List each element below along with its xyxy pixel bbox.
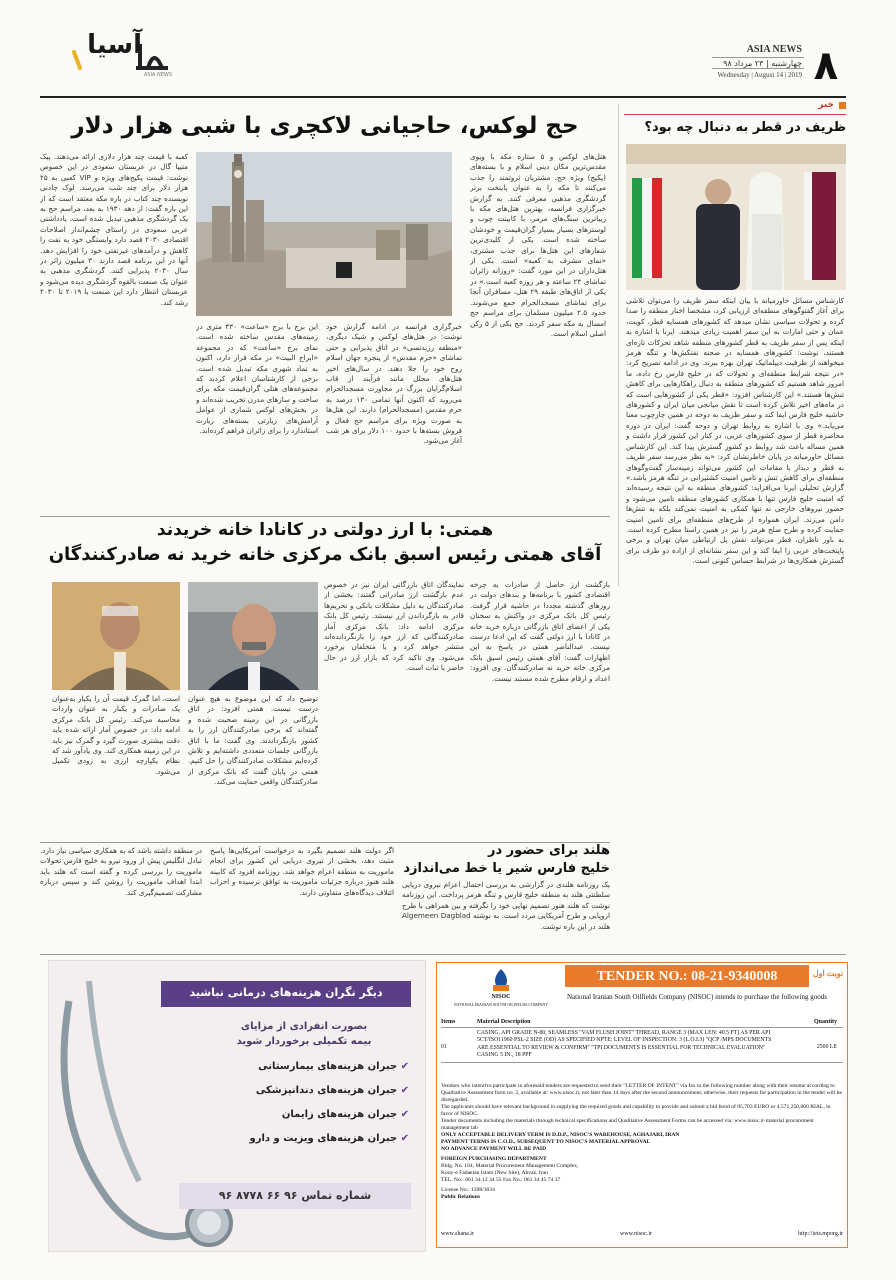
masthead: [0, 0, 896, 98]
ad-subtitle: بصورت انفرادی از مزایای بیمه تکمیلی برخوردار شوید: [236, 1021, 372, 1047]
item-number: 01: [441, 1044, 447, 1050]
logo: [62, 30, 186, 80]
tender-badge: نوبت اول: [812, 969, 844, 978]
trader-photo: [52, 582, 180, 690]
tender-logo: [441, 967, 561, 1013]
lead-title: حج لوکس، حاجیانی لاکچری با شبی هزار دلار: [71, 113, 579, 139]
link-shana[interactable]: www.shana.ir: [441, 1231, 474, 1237]
lead-col1: هتل‌های لوکس و ۵ ستاره مکه با ویوی مقدس‌ترین مکان دینی اسلام و با بسته‌های (پکیج) ویژه حج، مشتریان ثروتمند را جذب می‌کنند تا مکه را به عنوان پایتخت برتر گردشگری مذهبی معرفی کنند. به گزارش خبرگزاری فرانسه، بهترین هتل‌های مکه با زیباترین سنگ‌های مرمر، با کابینت چوب و لوسترهای بسیار بسیار گران‌قیمت و خودشان ساخته شده است. یکی از کلیدی‌ترین شعارهای این هتل‌ها برای جذب مشتری، «نمای مشرف به کعبه» است. یکی از هتل‌داران در این مورد گفت: «روزانه زائران تماشای ۲۴ ساعته و هر روزه کعبه است.» در یکی از اتاق‌های طبقه ۲۹ هتل، مسافران آنجا برای تماشای مسجدالحرام جمع می‌شوند. حدود ۲.۵ میلیون مسلمان برای مراسم حج امسال به مکه سفر کردند. حج یکی از ۵ رکن اصلی اسلام است.: [470, 152, 606, 338]
logo-accent-icon: [70, 48, 88, 70]
gulf-col2: اگر دولت هلند تصمیم بگیرد به درخواست آمریکایی‌ها پاسخ مثبت دهد، بخشی از نیروی دریایی این کشور برای انجام ماموریت به منطقه اعزام خواهد شد. روزنامه افزود که کابینه هلند هنوز درباره جزئیات ماموریت به توافق نرسیده و احزاب ائتلاف دیدگاه‌های متفاوتی دارند.: [210, 846, 394, 897]
link-nisoc[interactable]: www.nisoc.ir: [620, 1231, 652, 1237]
public-relations: Public Relations: [441, 1194, 481, 1200]
tender-note: The applicants should have relevant background in supplying the required goods and capability to provide and submit a bid bond of 95,703 EURO or 4,571,250,000 RIAL, in favor of NISOC.: [441, 1104, 831, 1117]
ad-title: دیگر نگران هزینه‌های درمانی نباشید: [189, 986, 383, 999]
tender-logo-label: NISOC: [491, 994, 511, 1000]
address-line: FOREIGN PURCHASING DEPARTMENT: [441, 1156, 547, 1162]
date-en: Wednesday | August 14 | 2019: [717, 71, 802, 79]
address-line: TEL. No.: 061 34 12 34 55 Fax No.: 061 34 45 74 37: [441, 1177, 561, 1183]
item-description: CASING, API GRADE N-80, SEAMLESS "VAM FLUSH JOINT" THREAD, RANGE 3 (MAX LEN: 40.5 FT) AS PER API 5CT/ISO11960 PSL-2 SIZE (OD) AS SPECIFIED NPTE: LEVEL OF INSPECTION: 3 (L.O.I.3) "QCP /MPS DOCUMENTS ARE ESSENTIAL TO REVIEW & CONFIRM" "TPI DOCUMENTS IS ESSENTIAL FOR TECHNICAL EVALUATION" CASING 5 IN., 18 PPF: [477, 1030, 772, 1059]
ad-bullet: ✔ جبران هزینه‌های بیمارستانی: [258, 1061, 409, 1072]
item-quantity: 2500 LE: [816, 1044, 837, 1050]
ad-bullets: [219, 1061, 409, 1157]
tender-bold-note: PAYMENT TERMS IS C.O.D., SUBSEQUENT TO NISOC'S MATERIAL APPROVAL: [441, 1139, 651, 1145]
gulf-col3: در منطقه داشته باشد که به همکاری سیاسی نیاز دارد. تبادل انگلیس پیش از ورود نیرو به خلیج فارس تحولات ماموریت را بررسی کرده و گفته است که هلند باید ابتدا اهداف ماموریت را روشن کند و سپس درباره مشارکت تصمیم‌گیری کند.: [40, 846, 202, 897]
tender-note: Tender documents including the materials through technical specifications and Qualitative Assessment Forms can be accessed via: www.nisoc.ir-material procurement management tab: [441, 1118, 814, 1131]
gulf-title-line1: هلند برای حضور در: [487, 843, 610, 858]
logo-text: آسیا: [87, 30, 142, 60]
gulf-col1: یک روزنامه هلندی در گزارشی به بررسی احتمال اعزام نیروی دریایی سلطنتی هلند به منطقه خلیج فارس و تنگه هرمز پرداخت. این روزنامه نوشت که هلند هنوز تصمیم نهایی خود را نگرفته و بین همراهی با طرح اروپایی و طرح آمریکایی مردد است. به نوشته Algemeen Dagblad هلند در این باره نوشت.: [402, 880, 610, 931]
sidebar-body: کارشناس مسائل خاورمیانه با بیان اینکه سفر ظریف را می‌توان تلاشی برای آغاز گفتوگوهای منطقه‌ای ارزیابی کرد، مشخصا اخبار منطقه را صدا کرده و تحولات سیاسی نشان میدهد که کشورهای همسایه قطر، کویت، عمان و حتی امارات به این سفر اهمیت زیادی میدهند. ایرنا با اشاره به اینکه پس از سفر ظریف به قطر کشورهای منطقه شاهد تحرکات تازه‌ای هستند، نوشت: کشورهای همسایه در صحنه نفتکش‌ها و تنگه هرمز میخواهند از ظرفیت دیپلماتیک تهران بهره ببرند. وی در ادامه تصریح کرد: «در نتیجه شرایط منطقه‌ای و تحولات که در خلیج فارس رخ داده، ما امروز شاهد هستیم که کشورهای منطقه به دنبال راهکارهایی برای کاهش تنش‌ها هستند.» این کارشناس افزود: «قطر یکی از کشورهایی است که در ماه‌های اخیر تلاش کرده است تا نقش میانجی میان ایران و کشورهای حاشیه خلیج فارس ایفا کند و سفر ظریف به دوحه در همین چارچوب معنا می‌یابد.» وی با اشاره به روابط تهران و دوحه گفت: ایران در دوره محاصره قطر از سوی کشورهای عربی، در کنار این کشور قرار داشت و همین مساله باعث شد روابط دو کشور گسترش پیدا کند. این کارشناس مسائل خاورمیانه در پایان خاطرنشان کرد: «به نظر می‌رسد سفر ظریف به قطر و دیدار با مقامات این کشور می‌تواند زمینه‌ساز گفت‌وگوهای منطقه‌ای برای کاهش تنش و تامین امنیت کشتیرانی در تنگه هرمز باشد.» گزارش تحلیلی ایرنا می‌افزاید: کشورهای منطقه به این نتیجه رسیده‌اند که امنیت خلیج فارس تنها با همکاری کشورهای منطقه تامین می‌شود و حضور نیروهای خارجی نه تنها کمکی به امنیت نمی‌کند بلکه به تنش‌ها دامن می‌زند. ایران همواره از طرح‌های منطقه‌ای برای تامین امنیت حمایت کرده و طرح صلح هرمز را نیز در همین راستا مطرح کرده است. به باور ناظران، قطر می‌تواند نقش پل ارتباطی میان تهران و برخی پایتخت‌های عربی را ایفا کند و این سفر نشانه‌ای از اراده دو طرف برای گسترش همکاری‌ها در شرایط حساس کنونی است.: [626, 296, 844, 566]
section-tag-square: [839, 102, 846, 109]
table-row: [441, 1028, 843, 1063]
tender-bold-note: ONLY ACCEPTABLE DELIVERY TERM IS D.D.P., NISOC'S WAREHOUSE, AGHAJARI, IRAN: [441, 1132, 680, 1138]
edition-label: ASIA NEWS: [746, 44, 802, 55]
tender-title: TENDER NO.: 08-21-9340008: [596, 969, 778, 984]
tender-logo-caption: NATIONAL IRANIAN SOUTH OILFIELDS COMPANY: [453, 1002, 549, 1007]
ad-bullet: ✔ جبران هزینه‌های زایمان: [281, 1109, 409, 1120]
tender-bold-note: NO ADVANCE PAYMENT WILL BE PAID: [441, 1146, 547, 1152]
hemmati-col4: است، اما گمرک قیمت آن را یکبار به‌عنوان یک صادرات و یکبار به عنوان واردات محاسبه می‌کند. رئیس کل بانک مرکزی ادامه داد: در خصوص آمار ارائه شده باید دقت بیشتری صورت گیرد و گمرک نیز باید در این زمینه همکاری کند. وی یادآور شد که نظام یکپارچه ارزی به زودی تکمیل می‌شود.: [52, 694, 180, 776]
tender-intro: National Iranian South Oilfields Company (NISOC) intends to purchase the following goods: [567, 993, 827, 1001]
lead-col4: کعبه با قیمت چند هزار دلاری ارائه می‌دهند. پیک متیپا گال در عربستان سعودی در این خصوص نوشت: قیمت پکیج‌های ویژه و VIP کعبی به ۲۵ هزار دلار برای چند شب می‌رسد. لوک چادنی نویسنده چند کتاب در باره مکه معتقد است که از این باره گفت: از دهه ۱۹۳۰ به بعد، مراسم حج به یک گردشگری مذهبی تبدیل شده است. یادداشتی عربی سعودی در راستای چشم‌انداز اصلاحات اقتصادی ۲۰۳۰ قصد دارد وابستگی خود به نفت را کاهش و درآمدهای غیرنفتی خود را افزایش دهد. آنها در این برنامه قصد دارند ۳۰ میلیون زائر در سال ۲۰۳۰ پذیرایی کنند. گردشگری مذهبی به عنوان یک صنعت بالقوه گردشگری دیده می‌شود و عربستان انتظار دارد این صنعت با ۲۰۱۹ تا ۲۰۳۰ رشد کند.: [40, 152, 188, 307]
ad-bullet: ✔ جبران هزینه‌های دندانپزشکی: [255, 1085, 409, 1096]
hemmati-title: آقای همتی رئیس اسبق بانک مرکزی خانه خرید نه صادرکنندگان: [48, 544, 602, 565]
license-number: License No.: 1398/3034: [441, 1187, 495, 1193]
page-number: ۸: [813, 43, 839, 89]
section-tag: [800, 100, 846, 112]
tender-ad: [436, 962, 848, 1248]
logo-subtitle: ASIA NEWS: [143, 72, 173, 78]
tender-links: [441, 1231, 843, 1237]
gulf-title-line2: خلیج فارس شیر یا خط می‌اندازد: [403, 861, 610, 876]
address-line: Bldg. No. 104, Material Procurement Management Complex,: [441, 1163, 579, 1169]
nisoc-logo-icon: [487, 967, 515, 993]
mecca-photo: [196, 152, 452, 316]
hemmati-col2: نمایندگان اتاق بازرگانی ایران نیز در خصوص عدم بازگشت ارز صادراتی گفتند: بخشی از صادرکنندگان به دلیل مشکلات بانکی و تحریم‌ها قادر به بازگرداندن ارز نیستند. رئیس کل بانک مرکزی ادامه داد: بانک مرکزی آمار صادرکنندگانی که ارز خود را بازنگردانده‌اند منتشر خواهد کرد و با متخلفان برخورد می‌شود. وی تاکید کرد که بازار ارز در حال حاضر با ثبات است.: [324, 580, 464, 673]
section-tag-label: خبر: [818, 100, 834, 110]
lead-col3: این برج با برج «ساعت» ۴۳۰ متری در زمینه‌های مقدس ساخته شده است. نمای برج «ساعت» که در مجموعه «ابراج البیت» در مکه قرار دارد، اکنون به نماد شهری مکه تبدیل شده است. برخی از کارشناسان اعلام کردند که مجموعه‌های هتلی گران‌قیمت مکه برای ساخت و سازهای مدرن تخریب شده‌اند و در بخش‌های لوکس شماری از عوامل آرامش‌های زیارتی بسته‌های زیارت استاندارد را برای زائران فراهم کرده‌اند.: [196, 322, 318, 436]
check-icon: ✔: [397, 1109, 409, 1120]
lead-col2: خبرگزاری فرانسه در ادامه گزارش خود نوشت: در هتل‌های لوکس و شیک دیگری، «منطقه رزیدنسی» در اتاق پذیرایی و حتی تماشای «حرم مقدس» از پنجره جهان اسلام روح خود را جلا دهند. در سال‌های اخیر هتل‌های مجلل مانند فرآیند از قاب اسلام‌گرایان بزرگ در مجاورت مسجدالحرام می‌روید که اکنون آنها تمامی ۱۳۰ درصد به حرم مقدس (مسجدالحرام) دارند. این هتل‌ها به صورت ویژه برای مراسم حج فعال و فروش بسته‌ها با حدود ۱۰۰ دلار برای هر شب آغاز می‌شود.: [326, 322, 462, 446]
ad-bullet: ✔ جبران هزینه‌های ویزیت و دارو: [249, 1133, 409, 1144]
hemmati-kicker: همتی: با ارز دولتی در کانادا خانه خریدند: [156, 520, 494, 540]
check-icon: ✔: [397, 1133, 409, 1144]
date-fa: چهارشنبه | ۲۳ مرداد ۹۸: [723, 59, 802, 68]
sidebar: [624, 100, 846, 586]
col-quantity: Quantity: [813, 1019, 837, 1025]
tender-note: Vendors who intend to participate in aforesaid tenders are requested to send their "LETTER OF INTENT" via fax to the following number along with their resume according to Qualitative Assessment form no. 2, available at: www.nisoc.ir, not later than 14 days after the second announcement, otherwise, their requests for participation in the tender will be disregarded.: [441, 1083, 842, 1103]
zarif-photo: [626, 144, 846, 290]
col-items: Items: [441, 1019, 456, 1025]
hemmati-col3: توضیح داد که این موضوع به هیچ عنوان درست نیست. همتی افزود: در اتاق بازرگانی در این زمینه صحبت شده و گفته‌اند که برخی صادرکنندگان ارز را به کشور بازنگرداندند. وی گفت: ما با اتاق بازرگانی جلسات متعددی داشته‌ایم و تلاش کرده‌ایم مشکلات صادرکنندگان را حل کنیم. همتی در پایان گفت که بانک مرکزی از صادرکنندگان واقعی حمایت می‌کند.: [188, 694, 318, 787]
col-description: Material Description: [477, 1019, 531, 1025]
hemmati-col1: بازگشت ارز حاصل از صادرات به چرخه اقتصادی کشور با برنامه‌ها و بندهای دولت در روزهای گذشته مجددا در حاشیه قرار گرفت. رئیس کل بانک مرکزی در واکنش به سخنان یکی از اعضای اتاق بازرگانی درباره خرید خانه در کانادا با ارز دولتی گفت که این ادعا درست نیست. عبدالناصر همتی در پاسخ به این اظهارات گفت: آقای همتی رئیس اسبق بانک مرکزی خانه خرید نه صادرکنندگان. وی افزود: اعداد و ارقام مطرح شده مستند نیست.: [470, 580, 610, 683]
insurance-ad[interactable]: [48, 960, 426, 1252]
tender-notes: [441, 1083, 843, 1201]
check-icon: ✔: [397, 1085, 409, 1096]
sidebar-title: ظریف در قطر به دنبال چه بود؟: [644, 120, 846, 135]
check-icon: ✔: [397, 1061, 409, 1072]
link-iets[interactable]: http://iets.mporg.ir: [798, 1231, 843, 1237]
address-line: Kouy-e Fadaeian Islam (New Site), Ahvaz, Iran: [441, 1170, 548, 1176]
tender-table: [441, 1017, 843, 1063]
ad-phone[interactable]: شماره تماس ۹۶ ۶۶ ۸۷۷۸ ۹۶: [218, 1189, 372, 1202]
hemmati-photo: [188, 582, 318, 690]
